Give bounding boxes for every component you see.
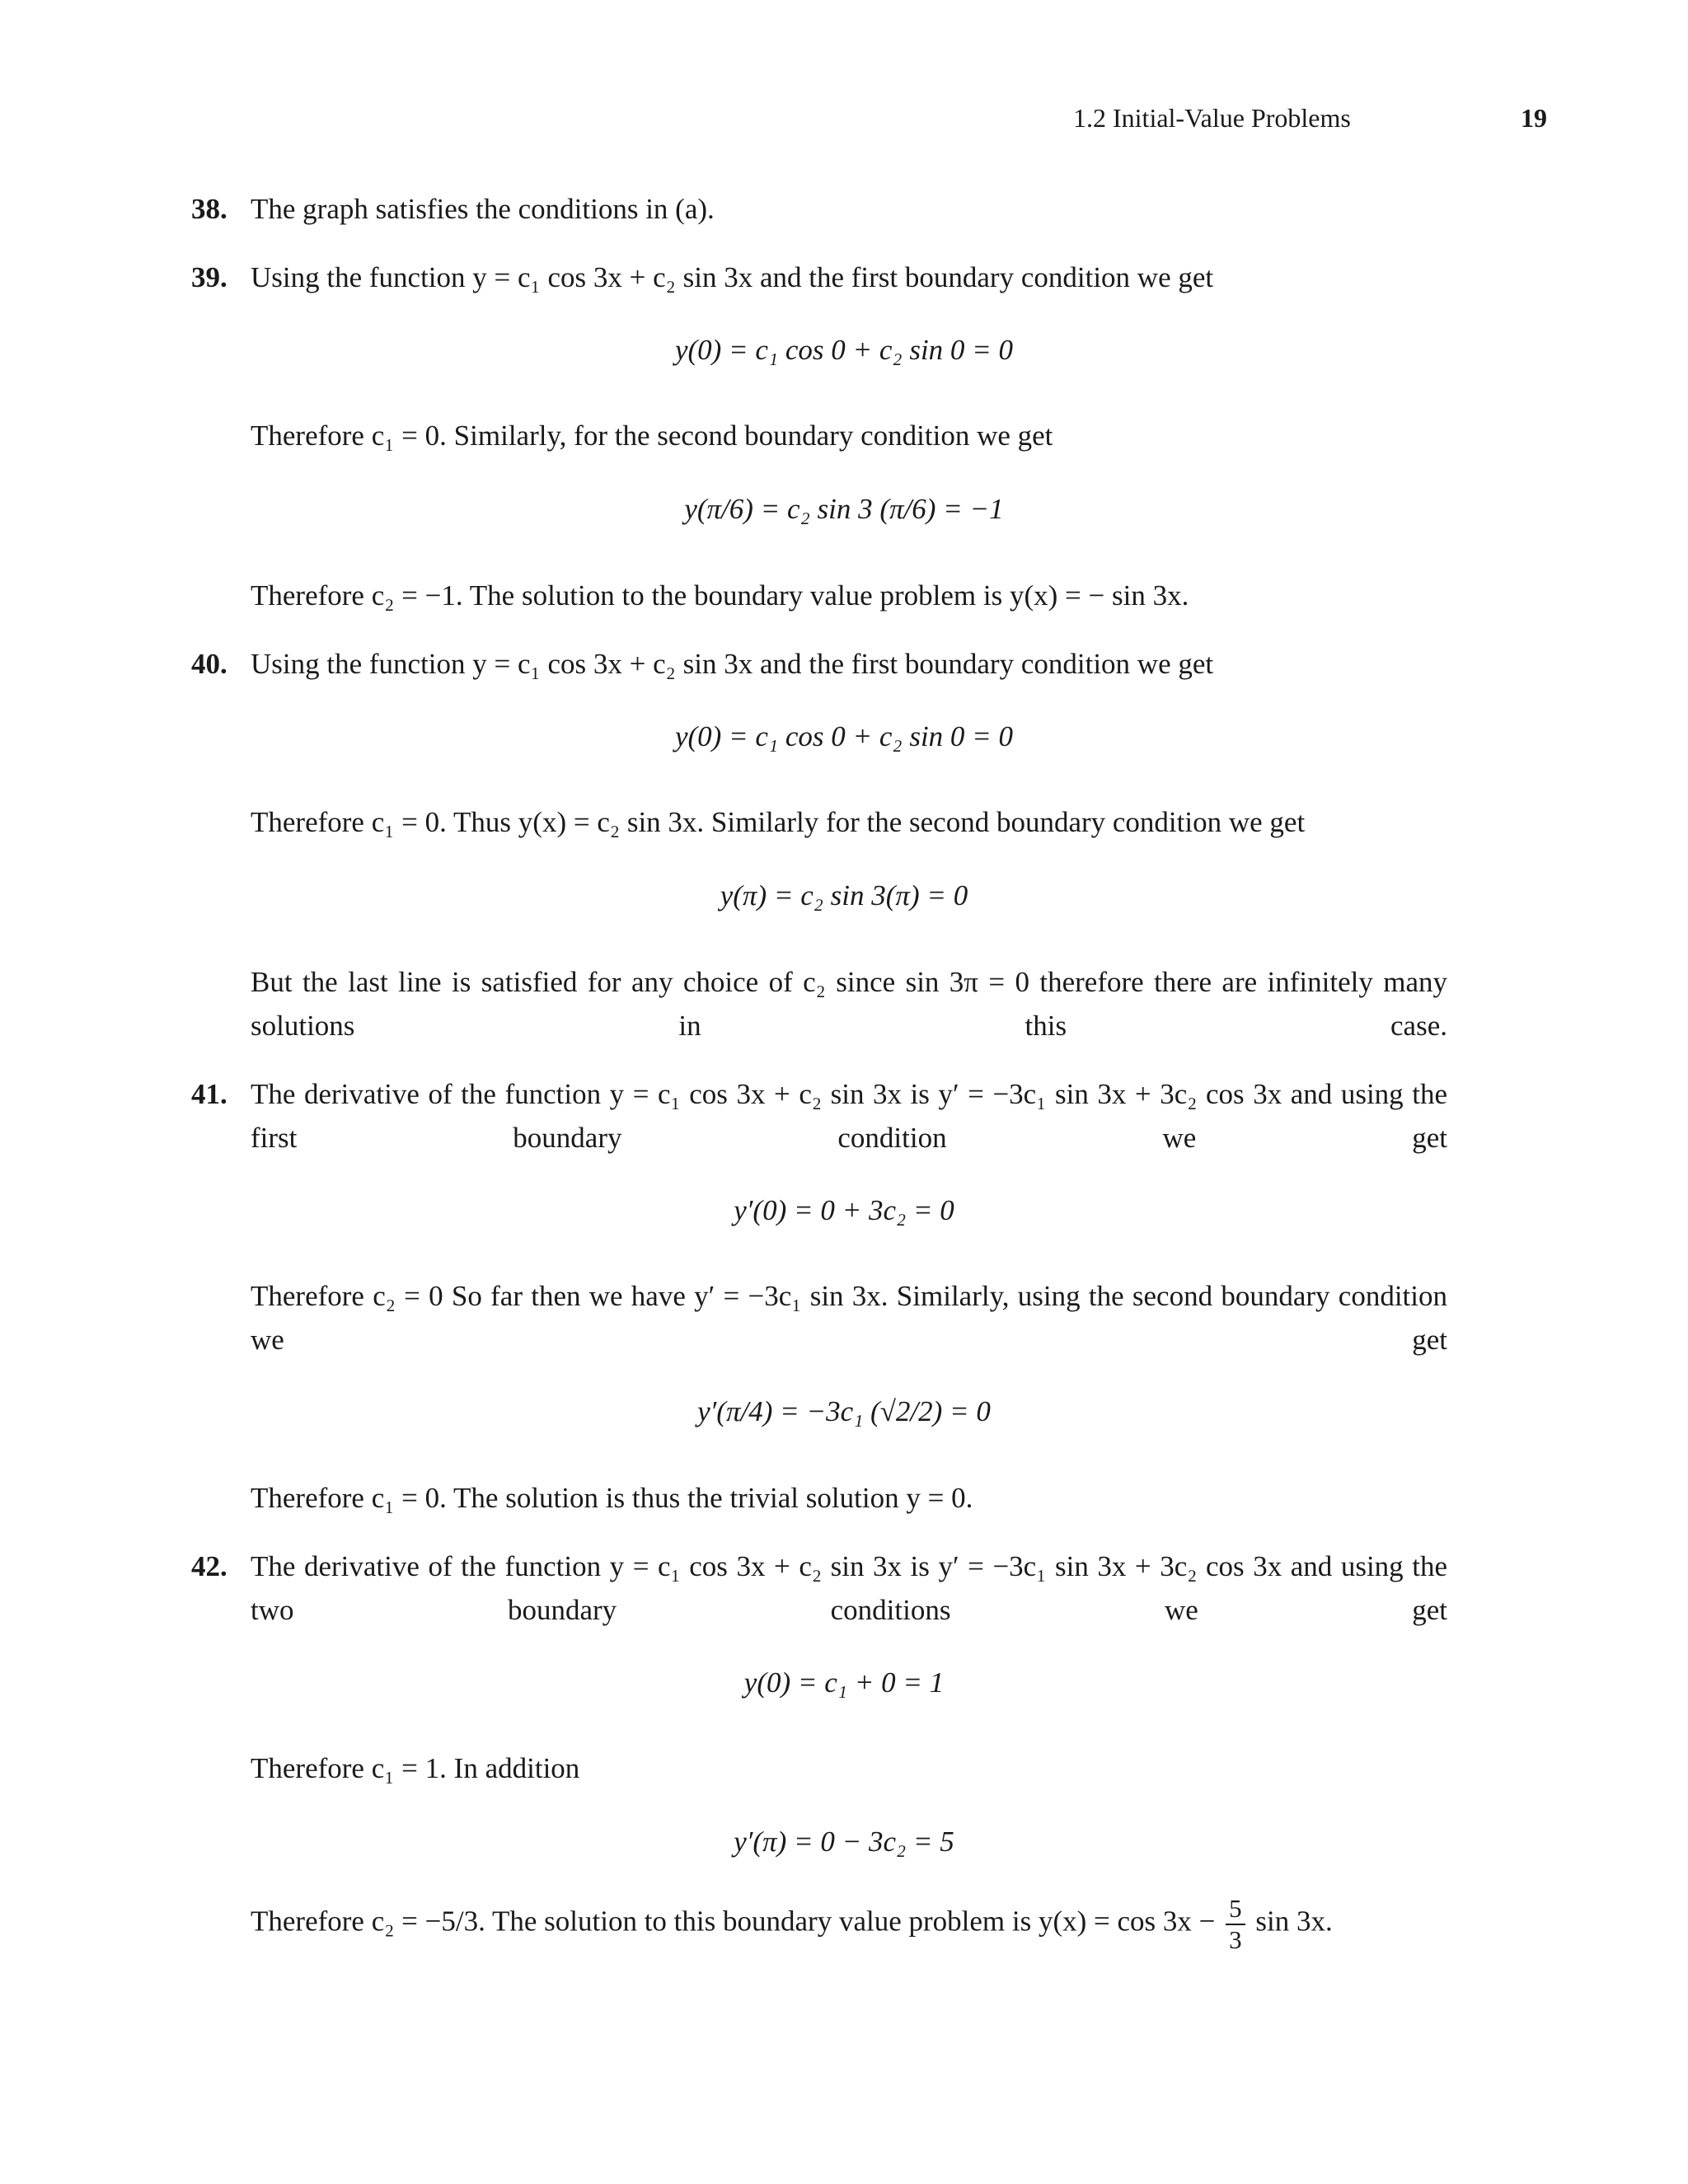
problem-39-equation-1: y(0) = c₁ cos 0 + c₂ sin 0 = 0 (674, 334, 1014, 366)
problem-40-equation-1: y(0) = c₁ cos 0 + c₂ sin 0 = 0 (674, 720, 1014, 752)
page-number: 19 (1521, 103, 1547, 133)
problem-40-equation-2: y(π) = c₂ sin 3(π) = 0 (720, 879, 968, 912)
problem-42-number: 42. (191, 1550, 227, 1582)
problem-39-intro: Using the function y = c₁ cos 3x + c₂ sin 3x and the first boundary condition we get (251, 261, 1214, 293)
problem-40-conclusion: But the last line is satisfied for any choice of c₂ since sin 3π = 0 therefore there are infinitely many solutions in this case. (251, 966, 1447, 1042)
conclusion-start: Therefore c₂ = −5/3. The solution to this boundary value problem is y(x) = cos 3x − (251, 1905, 1216, 1938)
problem-42-equation-1: y(0) = c₁ + 0 = 1 (743, 1666, 945, 1699)
fraction-five-thirds (1226, 1894, 1245, 1954)
problem-39-equation-2: y(π/6) = c₂ sin 3 (π/6) = −1 (684, 493, 1004, 525)
problem-42-equation-2: y′(π) = 0 − 3c₂ = 5 (734, 1825, 954, 1858)
fraction-numerator: 5 (1226, 1894, 1245, 1925)
problem-41-equation-2: y′(π/4) = −3c₁ (√2/2) = 0 (697, 1395, 991, 1427)
problem-38-text: The graph satisfies the conditions in (a). (251, 193, 715, 225)
problem-38-number: 38. (191, 193, 227, 225)
problem-41-conclusion: Therefore c₁ = 0. The solution is thus the trivial solution y = 0. (251, 1482, 973, 1514)
problem-41-number: 41. (191, 1078, 227, 1110)
problem-41-text: Therefore c₂ = 0 So far then we have y′ = −3c₁ sin 3x. Similarly, using the second boundary condition we get (251, 1280, 1447, 1356)
problem-42-intro: The derivative of the function y = c₁ cos 3x + c₂ sin 3x is y′ = −3c₁ sin 3x + 3c₂ cos 3x and using the two boundary conditions we get (251, 1550, 1447, 1626)
problem-42-text: Therefore c₁ = 1. In addition (251, 1752, 580, 1784)
problem-41-equation-1: y′(0) = 0 + 3c₂ = 0 (734, 1194, 954, 1226)
problem-39-conclusion: Therefore c₂ = −1. The solution to the boundary value problem is y(x) = − sin 3x. (251, 579, 1189, 612)
problem-40-number: 40. (191, 648, 227, 680)
problem-39-number: 39. (191, 261, 227, 293)
conclusion-end: sin 3x. (1255, 1905, 1333, 1938)
problem-41-intro: The derivative of the function y = c₁ cos 3x + c₂ sin 3x is y′ = −3c₁ sin 3x + 3c₂ cos 3x and using the first boundary condition we get (251, 1078, 1447, 1154)
running-head: 1.2 Initial-Value Problems (1073, 103, 1351, 133)
problem-42-conclusion (251, 1894, 1333, 1954)
problem-40-intro: Using the function y = c₁ cos 3x + c₂ sin 3x and the first boundary condition we get (251, 648, 1214, 680)
fraction-denominator: 3 (1229, 1924, 1242, 1954)
problem-40-text: Therefore c₁ = 0. Thus y(x) = c₂ sin 3x. Similarly for the second boundary condition we get (251, 806, 1306, 838)
problem-39-text: Therefore c₁ = 0. Similarly, for the second boundary condition we get (251, 419, 1053, 452)
